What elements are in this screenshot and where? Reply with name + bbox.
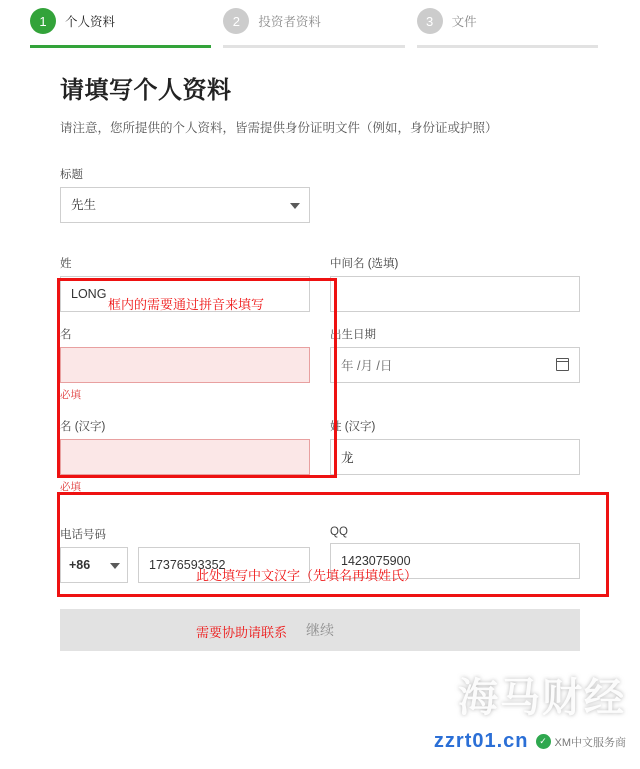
form-content — [0, 48, 640, 651]
annotation-text-pinyin: 框内的需要通过拼音来填写 — [108, 297, 265, 312]
continue-button[interactable]: 继续 — [60, 609, 580, 651]
step-personal-info[interactable] — [30, 8, 223, 48]
salutation-value[interactable]: 先生 — [60, 187, 310, 223]
first-name-cn-error: 必填 — [60, 480, 81, 493]
birth-date-value: 年 /月 /日 — [341, 358, 393, 373]
progress-stepper — [0, 0, 640, 48]
page-subtitle: 请注意，您所提供的个人资料，皆需提供身份证明文件（例如，身份证或护照） — [60, 121, 498, 135]
annotation-text-hanzi: 此处填写中文汉字（先填名再填姓氏） — [196, 568, 418, 583]
step-investor-info[interactable] — [223, 8, 416, 48]
chevron-down-icon — [290, 203, 300, 209]
country-code-value: +86 — [69, 557, 91, 572]
step-head — [417, 8, 610, 34]
field-middle-name — [330, 255, 580, 312]
phone-label: 电话号码 — [60, 528, 106, 541]
middle-name-label: 中间名 (选填) — [330, 257, 399, 270]
field-birth-date — [330, 326, 580, 402]
row-name-2 — [60, 326, 580, 402]
step-number-badge: 2 — [223, 8, 249, 34]
step-label: 投资者资料 — [258, 15, 321, 29]
step-number-badge: 3 — [417, 8, 443, 34]
watermark-brand: 海马财经 — [458, 675, 626, 720]
page-title: 请填写个人资料 — [60, 77, 232, 104]
salutation-label: 标题 — [60, 168, 83, 181]
last-name-cn-input[interactable] — [330, 439, 580, 475]
annotation-text-contact: 需要协助请联系 — [196, 625, 288, 640]
watermark-badge — [536, 734, 627, 750]
watermark-footer — [434, 730, 626, 753]
last-name-cn-label: 姓 (汉字) — [330, 420, 376, 433]
first-name-cn-label: 名 (汉字) — [60, 420, 106, 433]
country-code-select[interactable] — [60, 547, 128, 583]
field-salutation — [60, 166, 580, 223]
qq-label: QQ — [330, 525, 348, 538]
row-name-cn — [60, 418, 580, 494]
middle-name-input[interactable] — [330, 276, 580, 312]
step-documents[interactable] — [417, 8, 610, 48]
check-icon: ✓ — [536, 734, 551, 749]
first-name-input[interactable] — [60, 347, 310, 383]
field-first-name-cn — [60, 418, 310, 494]
last-name-label: 姓 — [60, 257, 72, 270]
step-head — [30, 8, 223, 34]
step-label: 文件 — [451, 15, 477, 29]
watermark-url: zzrt01.cn — [433, 730, 529, 752]
watermark-badge-text: XM中文服务商 — [554, 736, 626, 749]
step-head — [223, 8, 416, 34]
step-label: 个人资料 — [65, 15, 116, 29]
calendar-icon[interactable] — [556, 358, 569, 371]
chevron-down-icon — [110, 563, 120, 569]
birth-date-input[interactable] — [330, 347, 580, 383]
salutation-select[interactable] — [60, 187, 310, 223]
first-name-cn-input[interactable] — [60, 439, 310, 475]
step-number-badge: 1 — [30, 8, 56, 34]
field-first-name — [60, 326, 310, 402]
first-name-label: 名 — [60, 328, 72, 341]
field-last-name-cn — [330, 418, 580, 494]
birth-date-label: 出生日期 — [330, 328, 376, 341]
first-name-error: 必填 — [60, 388, 81, 401]
